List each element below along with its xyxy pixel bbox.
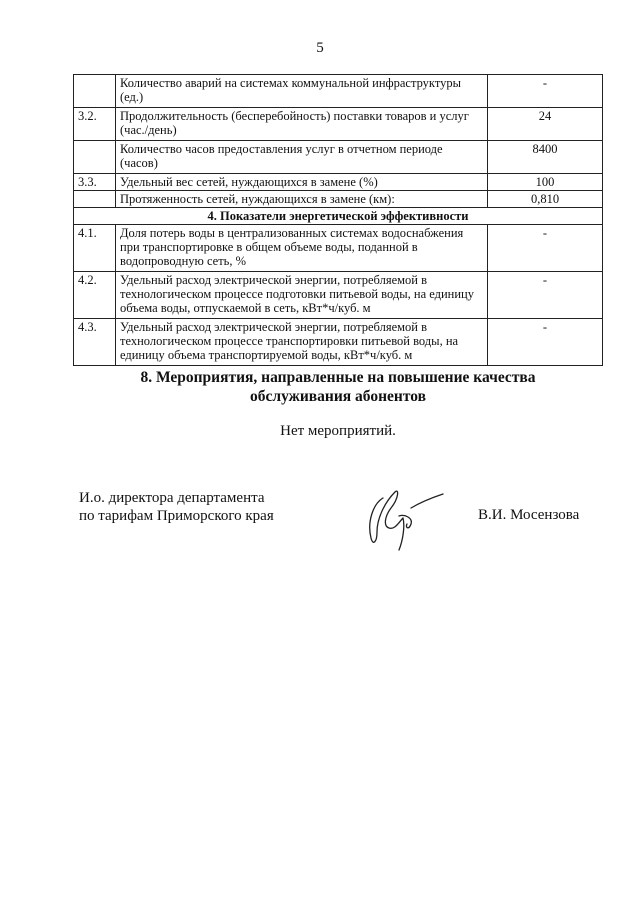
row-value: 8400 xyxy=(488,141,603,174)
table-row xyxy=(74,272,603,319)
section-8-title xyxy=(0,368,640,406)
row-value: 100 xyxy=(488,174,603,191)
section-4-title: 4. Показатели энергетической эффективности xyxy=(74,208,603,225)
row-label: Количество часов предоставления услуг в отчетном периоде (часов) xyxy=(116,141,488,174)
table-row xyxy=(74,191,603,208)
table-row xyxy=(74,108,603,141)
row-label: Продолжительность (бесперебойность) поставки товаров и услуг (час./день) xyxy=(116,108,488,141)
table-row xyxy=(74,225,603,272)
signer-position-line1: И.о. директора департамента xyxy=(79,490,265,506)
page-number: 5 xyxy=(316,40,324,56)
row-label: Протяженность сетей, нуждающихся в замене (км): xyxy=(116,191,488,208)
indicators-table xyxy=(73,74,603,366)
row-value: - xyxy=(488,319,603,366)
row-value: 24 xyxy=(488,108,603,141)
section-8-title-line1: 8. Мероприятия, направленные на повышение качества xyxy=(140,369,536,386)
row-value: - xyxy=(488,75,603,108)
table-row xyxy=(74,141,603,174)
row-number xyxy=(74,141,116,174)
row-value: 0,810 xyxy=(488,191,603,208)
section-8-body: Нет мероприятий. xyxy=(280,423,396,439)
handwritten-signature xyxy=(355,468,445,558)
signer-position-line2: по тарифам Приморского края xyxy=(79,508,274,524)
row-value: - xyxy=(488,225,603,272)
row-label: Количество аварий на системах коммунальной инфраструктуры (ед.) xyxy=(116,75,488,108)
row-number xyxy=(74,191,116,208)
table-row xyxy=(74,75,603,108)
row-label: Удельный расход электрической энергии, потребляемой в технологическом процессе транспортировки питьевой воды, на единицу объема транспортируемой воды, кВт*ч/куб. м xyxy=(116,319,488,366)
row-number: 3.2. xyxy=(74,108,116,141)
signer-position xyxy=(79,489,274,525)
row-number: 4.1. xyxy=(74,225,116,272)
signer-name: В.И. Мосензова xyxy=(478,507,580,523)
row-value: - xyxy=(488,272,603,319)
row-number: 3.3. xyxy=(74,174,116,191)
section-header-row xyxy=(74,208,603,225)
row-number: 4.3. xyxy=(74,319,116,366)
table-row xyxy=(74,319,603,366)
section-8-title-line2: обслуживания абонентов xyxy=(250,388,426,405)
row-label: Удельный расход электрической энергии, потребляемой в технологическом процессе подготовки питьевой воды, на единицу объема воды, отпускаемой в сеть, кВт*ч/куб. м xyxy=(116,272,488,319)
table-row xyxy=(74,174,603,191)
row-label: Доля потерь воды в централизованных системах водоснабжения при транспортировке в общем объеме воды, поданной в водопроводную сеть, % xyxy=(116,225,488,272)
row-number xyxy=(74,75,116,108)
row-number: 4.2. xyxy=(74,272,116,319)
row-label: Удельный вес сетей, нуждающихся в замене (%) xyxy=(116,174,488,191)
